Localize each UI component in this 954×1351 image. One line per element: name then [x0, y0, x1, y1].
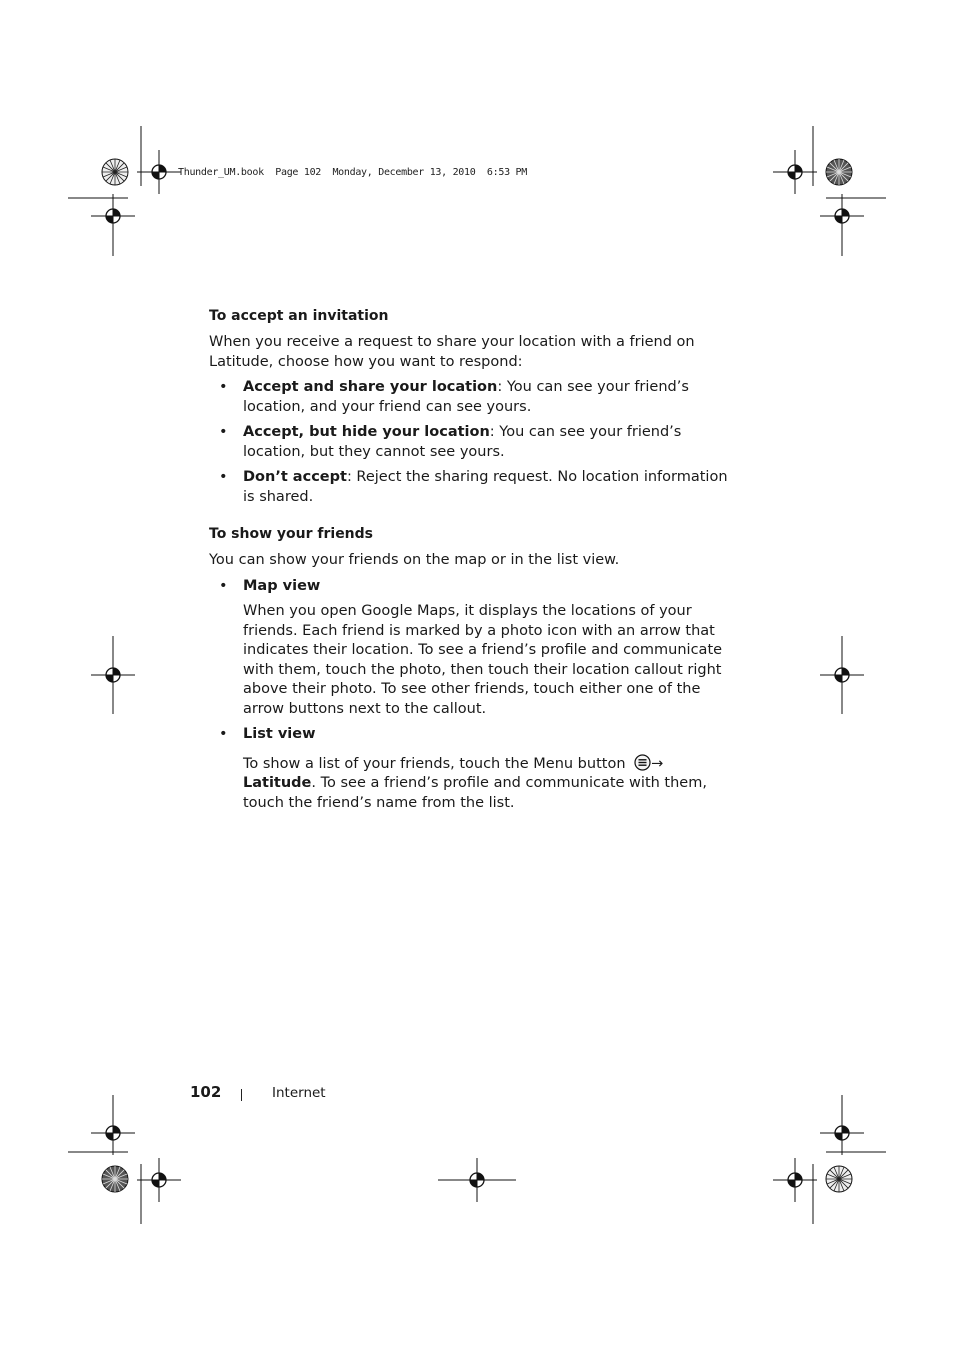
menu-button-icon — [634, 754, 651, 771]
list-item — [209, 378, 729, 417]
list-view-text: To show a list of your friends, touch the Menu button — [243, 755, 631, 772]
option-term: Accept, but hide your location — [243, 424, 490, 440]
option-desc: : You can see your friend’s location, and your friend can see yours. — [243, 379, 689, 415]
list-item — [209, 423, 729, 462]
latitude-term: Latitude — [243, 775, 312, 791]
view-term: Map view — [243, 577, 321, 594]
arrow-glyph: → — [651, 755, 664, 772]
list-view-description — [209, 754, 729, 814]
option-desc: : Reject the sharing request. No location information is shared. — [243, 469, 728, 505]
response-options-list — [209, 378, 729, 507]
map-view-description: When you open Google Maps, it displays the locations of your friends. Each friend is marked by a photo icon with an arrow that indicates their location. To see a friend’s profile and communicate with them, touch the photo, then touch their location callout right above their photo. To see other friends, touch either one of the arrow buttons next to the callout. — [243, 603, 723, 717]
section-intro: You can show your friends on the map or in the list view. — [209, 552, 620, 568]
section-intro: When you receive a request to share your location with a friend on Latitude, choose how you want to respond: — [209, 334, 695, 370]
option-term: Accept and share your location — [243, 379, 498, 395]
list-item — [209, 468, 729, 507]
list-view-text: . To see a friend’s profile and communicate with them, touch the friend’s name from the list. — [243, 775, 707, 811]
footer-section-title: Internet — [272, 1085, 326, 1101]
view-options-list — [209, 577, 729, 597]
section-heading-show-friends: To show your friends — [209, 526, 374, 542]
view-options-list — [209, 725, 729, 745]
option-desc: : You can see your friend’s location, but they cannot see yours. — [243, 424, 682, 460]
page-number: 102 — [190, 1083, 222, 1101]
page-content — [209, 303, 729, 813]
footer-divider — [241, 1089, 242, 1101]
section-heading-accept-invitation: To accept an invitation — [209, 308, 389, 324]
print-slug-line: Thunder_UM.book Page 102 Monday, December 13, 2010 6:53 PM — [178, 167, 527, 178]
view-term: List view — [243, 726, 316, 742]
list-item — [209, 725, 729, 745]
option-term: Don’t accept — [243, 469, 347, 485]
list-item — [209, 577, 729, 597]
